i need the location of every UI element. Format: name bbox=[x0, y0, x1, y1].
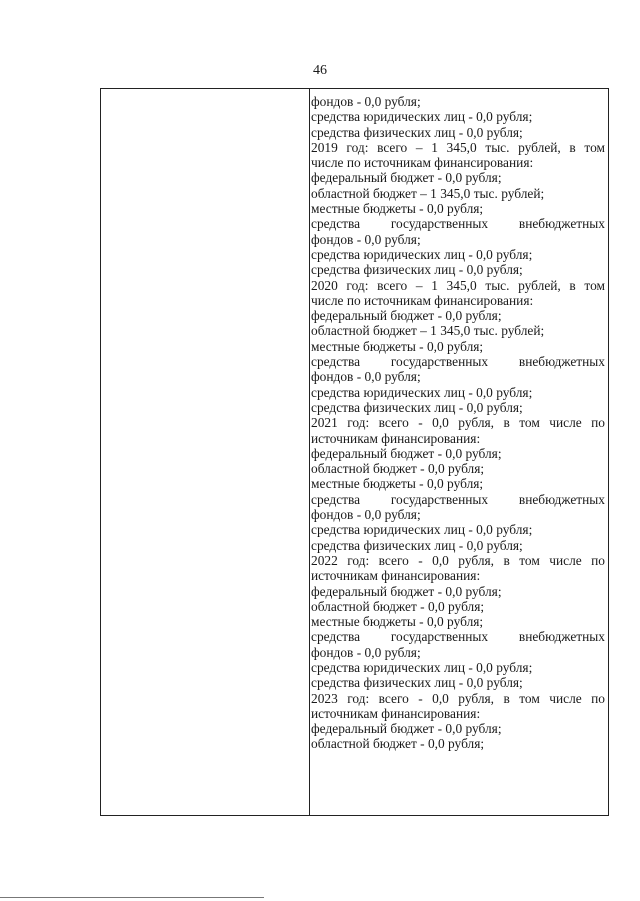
text-line: федеральный бюджет - 0,0 рубля; bbox=[311, 721, 502, 737]
page-number: 46 bbox=[313, 63, 327, 78]
text-line: источникам финансирования: bbox=[311, 568, 481, 584]
text-line: средства государственных внебюджетных bbox=[311, 216, 605, 232]
text-line: средства юридических лиц - 0,0 рубля; bbox=[311, 522, 533, 538]
footer-divider bbox=[0, 897, 264, 898]
text-line: числе по источникам финансирования: bbox=[311, 155, 534, 171]
text-line: числе по источникам финансирования: bbox=[311, 292, 534, 308]
text-line: местные бюджеты - 0,0 рубля; bbox=[311, 476, 484, 492]
text-line: источникам финансирования: bbox=[311, 430, 481, 446]
text-line: федеральный бюджет - 0,0 рубля; bbox=[311, 308, 502, 324]
text-line: 2022 год: всего - 0,0 рубля, в том числе по bbox=[311, 552, 605, 568]
text-line: областной бюджет – 1 345,0 тыс. рублей; bbox=[311, 323, 545, 339]
text-line: средства физических лиц - 0,0 рубля; bbox=[311, 675, 523, 691]
text-line: областной бюджет - 0,0 рубля; bbox=[311, 598, 485, 614]
text-line: средства юридических лиц - 0,0 рубля; bbox=[311, 659, 533, 675]
text-line: средства юридических лиц - 0,0 рубля; bbox=[311, 384, 533, 400]
text-line: средства физических лиц - 0,0 рубля; bbox=[311, 262, 523, 278]
text-line: федеральный бюджет - 0,0 рубля; bbox=[311, 445, 502, 461]
text-line: фондов - 0,0 рубля; bbox=[311, 507, 421, 523]
text-line: средства физических лиц - 0,0 рубля; bbox=[311, 124, 523, 140]
text-line: 2019 год: всего – 1 345,0 тыс. рублей, в том bbox=[311, 139, 605, 155]
text-line: федеральный бюджет - 0,0 рубля; bbox=[311, 583, 502, 599]
text-line: фондов - 0,0 рубля; bbox=[311, 94, 421, 109]
text-line: 2020 год: всего – 1 345,0 тыс. рублей, в том bbox=[311, 277, 605, 293]
text-line: средства юридических лиц - 0,0 рубля; bbox=[311, 109, 533, 125]
text-line: федеральный бюджет - 0,0 рубля; bbox=[311, 170, 502, 186]
text-line: местные бюджеты - 0,0 рубля; bbox=[311, 338, 484, 354]
text-line: средства государственных внебюджетных bbox=[311, 629, 605, 645]
text-line: фондов - 0,0 рубля; bbox=[311, 231, 421, 247]
table-right-cell bbox=[311, 94, 605, 752]
text-line: фондов - 0,0 рубля; bbox=[311, 644, 421, 660]
text-line: средства государственных внебюджетных bbox=[311, 491, 605, 507]
text-line: средства физических лиц - 0,0 рубля; bbox=[311, 399, 523, 415]
text-line: источникам финансирования: bbox=[311, 705, 481, 721]
text-line: областной бюджет – 1 345,0 тыс. рублей; bbox=[311, 185, 545, 201]
table-left-cell bbox=[101, 89, 310, 815]
text-line: средства физических лиц - 0,0 рубля; bbox=[311, 537, 523, 553]
text-line: фондов - 0,0 рубля; bbox=[311, 369, 421, 385]
text-line: средства юридических лиц - 0,0 рубля; bbox=[311, 246, 533, 262]
text-line: областной бюджет - 0,0 рубля; bbox=[311, 461, 485, 477]
text-line: 2023 год: всего - 0,0 рубля, в том числе по bbox=[311, 690, 605, 706]
text-line: местные бюджеты - 0,0 рубля; bbox=[311, 614, 484, 630]
text-line: 2021 год: всего - 0,0 рубля, в том числе по bbox=[311, 415, 605, 431]
text-line: средства государственных внебюджетных bbox=[311, 354, 605, 370]
text-line: областной бюджет - 0,0 рубля; bbox=[311, 736, 485, 752]
document-table bbox=[100, 88, 609, 816]
text-line: местные бюджеты - 0,0 рубля; bbox=[311, 201, 484, 217]
